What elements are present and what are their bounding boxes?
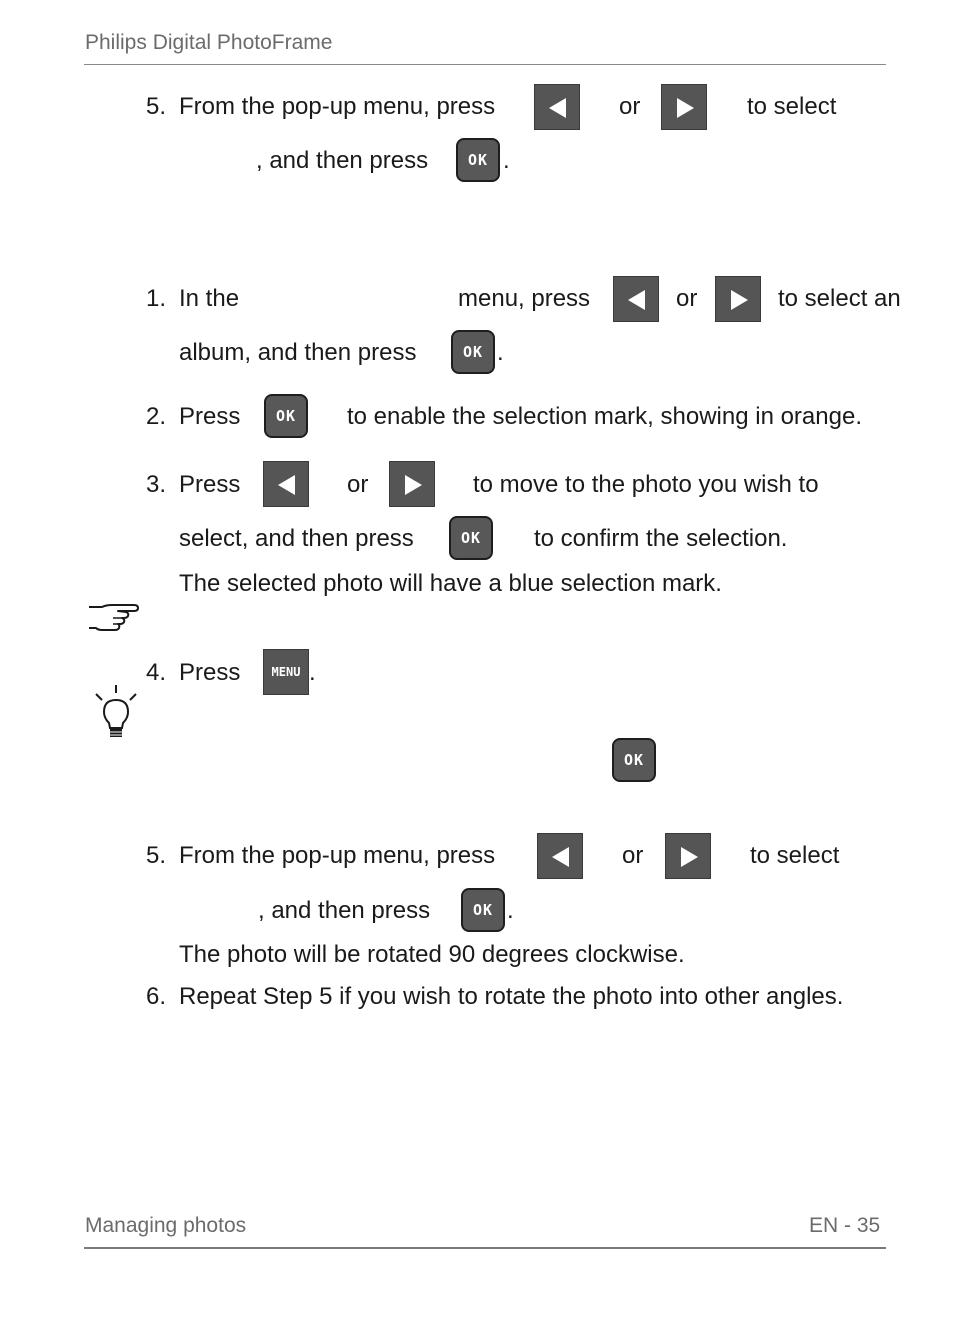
step-number: 5.: [146, 842, 167, 869]
or-text: or: [676, 285, 698, 312]
step-text: to select an: [778, 285, 901, 312]
right-arrow-icon: [389, 461, 435, 507]
header-rule: [84, 64, 886, 65]
step-text: to select: [750, 842, 840, 869]
step-text: In the: [179, 285, 240, 312]
step-text: From the pop-up menu, press: [179, 842, 496, 869]
left-arrow-icon: [613, 276, 659, 322]
step-text: From the pop-up menu, press: [179, 93, 496, 120]
left-arrow-icon: [537, 833, 583, 879]
step-number: 5.: [146, 93, 167, 120]
step-text: album, and then press: [179, 339, 417, 366]
step-text: menu, press: [458, 285, 591, 312]
ok-button-icon: OK: [449, 516, 493, 560]
ok-button-icon: OK: [456, 138, 500, 182]
menu-button-icon: MENU: [263, 649, 309, 695]
then-press-text: , and then press: [256, 147, 429, 174]
ok-button-icon: OK: [451, 330, 495, 374]
step-text: The selected photo will have a blue selection mark.: [179, 570, 722, 597]
right-arrow-icon: [661, 84, 707, 130]
ok-button-icon: OK: [461, 888, 505, 932]
period: .: [503, 147, 510, 174]
step-number: 1.: [146, 285, 167, 312]
left-arrow-icon: [534, 84, 580, 130]
step-number: 6.: [146, 983, 167, 1010]
step-text: to move to the photo you wish to: [473, 471, 819, 498]
step-number: 4.: [146, 659, 167, 686]
ok-button-icon: OK: [264, 394, 308, 438]
left-arrow-icon: [263, 461, 309, 507]
step-text: Press: [179, 471, 241, 498]
to-select-text: to select: [747, 93, 837, 120]
footer-rule: [84, 1247, 886, 1249]
page-number: EN - 35: [809, 1214, 881, 1237]
right-arrow-icon: [715, 276, 761, 322]
step-text: , and then press: [258, 897, 431, 924]
period: .: [309, 659, 316, 686]
step-text: Press: [179, 659, 241, 686]
or-text: or: [347, 471, 369, 498]
step-text: Repeat Step 5 if you wish to rotate the photo into other angles.: [179, 983, 844, 1010]
period: .: [497, 339, 504, 366]
step-text: to confirm the selection.: [534, 525, 788, 552]
or-text: or: [619, 93, 641, 120]
step-text: select, and then press: [179, 525, 414, 552]
or-text: or: [622, 842, 644, 869]
ok-button-icon: OK: [612, 738, 656, 782]
pointing-hand-icon: [86, 602, 140, 637]
step-text: The photo will be rotated 90 degrees clockwise.: [179, 941, 685, 968]
period: .: [507, 897, 514, 924]
footer-section: Managing photos: [85, 1214, 247, 1237]
lightbulb-icon: [92, 684, 140, 745]
step-number: 3.: [146, 471, 167, 498]
step-text: to enable the selection mark, showing in orange.: [347, 403, 862, 430]
right-arrow-icon: [665, 833, 711, 879]
page-header-title: Philips Digital PhotoFrame: [85, 31, 333, 54]
step-text: Press: [179, 403, 241, 430]
step-number: 2.: [146, 403, 167, 430]
